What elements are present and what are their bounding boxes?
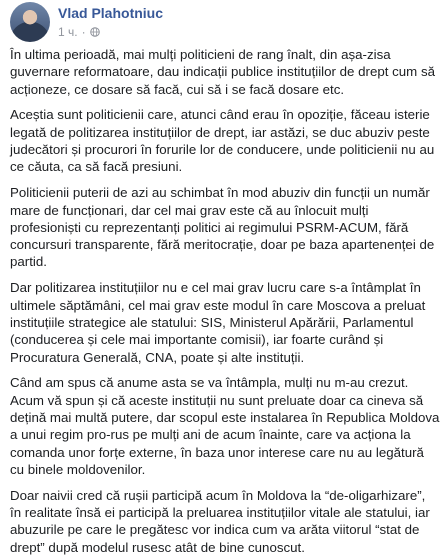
post-subline [58, 24, 163, 40]
post-meta [58, 2, 163, 40]
author-name[interactable]: Vlad Plahotniuc [58, 5, 164, 21]
post-header [10, 0, 440, 46]
post-paragraph-4: Dar politizarea instituțiilor nu e cel mai grav lucru care s-a întâmplat în ultimele săptămâni, cel mai grav este modul în care Moscova a preluat instituțiile strategice ale statului: SIS, Ministerul Apărării, Parlamentul (conducerea și cele mai importante comisii), iar foarte curând și Procuratura Generală, CNA, poate și alte instituții. [10, 280, 426, 365]
post-paragraph-1: În ultima perioadă, mai mulți politicieni de rang înalt, din așa-zisa guvernare reformatoare, dau indicații publice instituțiilor de drept cum să acționeze, ce dosare să facă, cui să i se facă dosare etc. [10, 47, 435, 97]
post-paragraph-3: Politicienii puterii de azi au schimbat în mod abuziv din funcții un număr mare de funcționari, dar cel mai grav este că au înlocuit mulți profesioniști cu reprezentanți politici ai regimului PSRM-ACUM, fără concursuri transparente, fără meritocrație, doar pe baza apartenenței de partid. [10, 185, 435, 270]
separator-dot: · [81, 25, 86, 39]
globe-icon[interactable] [90, 27, 100, 37]
author-avatar[interactable] [10, 2, 50, 42]
post-paragraph-2: Aceștia sunt politicienii care, atunci când erau în opoziție, făceau isterie legată de politizarea instituțiilor de drept, iar astăzi, se duc abuziv peste judecători și procurori în forurile lor de conducere, unde politicienii nu au ce căuta, ca să facă presiuni. [10, 107, 435, 175]
post-body [10, 46, 440, 556]
post-paragraph-5: Când am spus că anume asta se va întâmpla, mulți nu m-au crezut. Acum vă spun și că aceste instituții nu sunt preluate doar ca cineva să dețină mai multă putere, dar scopul este instalarea în Republica Moldova a unui regim pro-rus pe mulți ani de acum înainte, care va acționa la comanda unor forțe externe, în baza unor interese care nu au legătură cu binele moldovenilor. [10, 375, 440, 477]
post-paragraph-6: Doar naivii cred că rușii participă acum în Moldova la “de-oligarhizare”, în realitate însă ei participă la preluarea instituțiilor vitale ale statului, iar abuzurile pe care le pregătesc vor indica cum va arăta viitorul “stat de drept” după modelul rusesc atât de bine cunoscut. [10, 487, 430, 555]
post-timestamp[interactable]: 1 ч. [58, 25, 78, 39]
